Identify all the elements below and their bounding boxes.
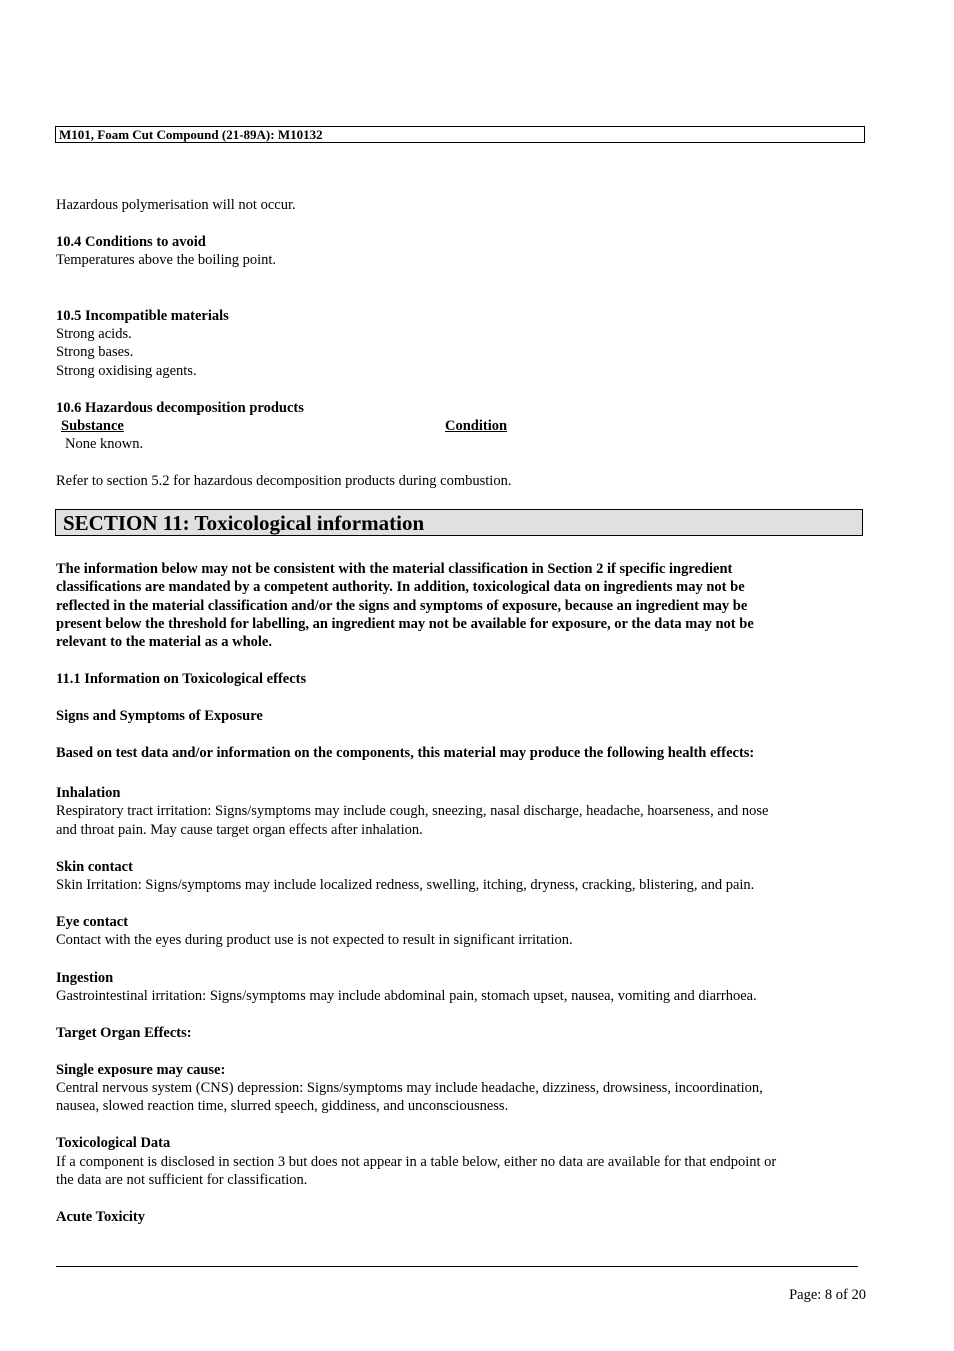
document-header-box <box>55 126 865 143</box>
eye-contact-title: Eye contact <box>56 914 129 930</box>
toxicological-data-text-line: If a component is disclosed in section 3 but does not appear in a table below, either no data are available for that endpoint or <box>56 1154 777 1170</box>
decomposition-table-row: None known. <box>65 436 144 452</box>
intro-line: present below the threshold for labelling, an ingredient may not be available for exposure, or the data may not be <box>56 616 754 632</box>
ingestion-text: Gastrointestinal irritation: Signs/symptoms may include abdominal pain, stomach upset, nausea, vomiting and diarrhoea. <box>56 988 757 1004</box>
intro-line: reflected in the material classification and/or the signs and symptoms of exposure, because an ingredient may be <box>56 598 748 614</box>
toxicological-data-title: Toxicological Data <box>56 1135 171 1151</box>
single-exposure-text-line: Central nervous system (CNS) depression: Signs/symptoms may include headache, dizziness, drowsiness, incoordination, <box>56 1080 763 1096</box>
intro-line: relevant to the material as a whole. <box>56 634 272 650</box>
condition-column-header: Condition <box>445 418 508 434</box>
toxicological-data-text-line: the data are not sufficient for classification. <box>56 1172 308 1188</box>
inhalation-title: Inhalation <box>56 785 121 801</box>
incompatible-materials-title: 10.5 Incompatible materials <box>56 308 229 324</box>
eye-contact-text: Contact with the eyes during product use is not expected to result in significant irritation. <box>56 932 573 948</box>
incompatible-item: Strong acids. <box>56 326 132 342</box>
inhalation-text-line: Respiratory tract irritation: Signs/symptoms may include cough, sneezing, nasal discharge, headache, hoarseness, and nose <box>56 803 769 819</box>
substance-column-header: Substance <box>61 418 124 434</box>
conditions-to-avoid-title: 10.4 Conditions to avoid <box>56 234 206 250</box>
single-exposure-text-line: nausea, slowed reaction time, slurred speech, giddiness, and unconsciousness. <box>56 1098 509 1114</box>
section-11-heading-box <box>55 509 863 536</box>
conditions-to-avoid-text: Temperatures above the boiling point. <box>56 252 277 268</box>
incompatible-item: Strong oxidising agents. <box>56 363 197 379</box>
acute-toxicity-title: Acute Toxicity <box>56 1209 146 1225</box>
decomposition-products-title: 10.6 Hazardous decomposition products <box>56 400 304 416</box>
signs-symptoms-title: Signs and Symptoms of Exposure <box>56 708 263 724</box>
skin-contact-title: Skin contact <box>56 859 133 875</box>
intro-line: classifications are mandated by a competent authority. In addition, toxicological data on ingredients may not be <box>56 579 745 595</box>
ingestion-title: Ingestion <box>56 970 114 986</box>
target-organ-effects-title: Target Organ Effects: <box>56 1025 192 1041</box>
polymerisation-text: Hazardous polymerisation will not occur. <box>56 197 296 213</box>
skin-contact-text: Skin Irritation: Signs/symptoms may include localized redness, swelling, itching, dryness, cracking, blistering, and pain. <box>56 877 755 893</box>
toxicological-effects-title: 11.1 Information on Toxicological effects <box>56 671 307 687</box>
incompatible-item: Strong bases. <box>56 344 134 360</box>
section-11-heading: SECTION 11: Toxicological information <box>63 511 425 535</box>
inhalation-text-line: and throat pain. May cause target organ effects after inhalation. <box>56 822 423 838</box>
page-number: Page: 8 of 20 <box>789 1287 866 1303</box>
refer-section-text: Refer to section 5.2 for hazardous decomposition products during combustion. <box>56 473 512 489</box>
footer-divider <box>56 1266 858 1267</box>
product-header-title: M101, Foam Cut Compound (21-89A): M10132 <box>59 127 323 142</box>
single-exposure-title: Single exposure may cause: <box>56 1062 226 1078</box>
health-effects-intro: Based on test data and/or information on the components, this material may produce the following health effects: <box>56 745 755 761</box>
intro-line: The information below may not be consistent with the material classification in Section 2 if specific ingredient <box>56 561 733 577</box>
